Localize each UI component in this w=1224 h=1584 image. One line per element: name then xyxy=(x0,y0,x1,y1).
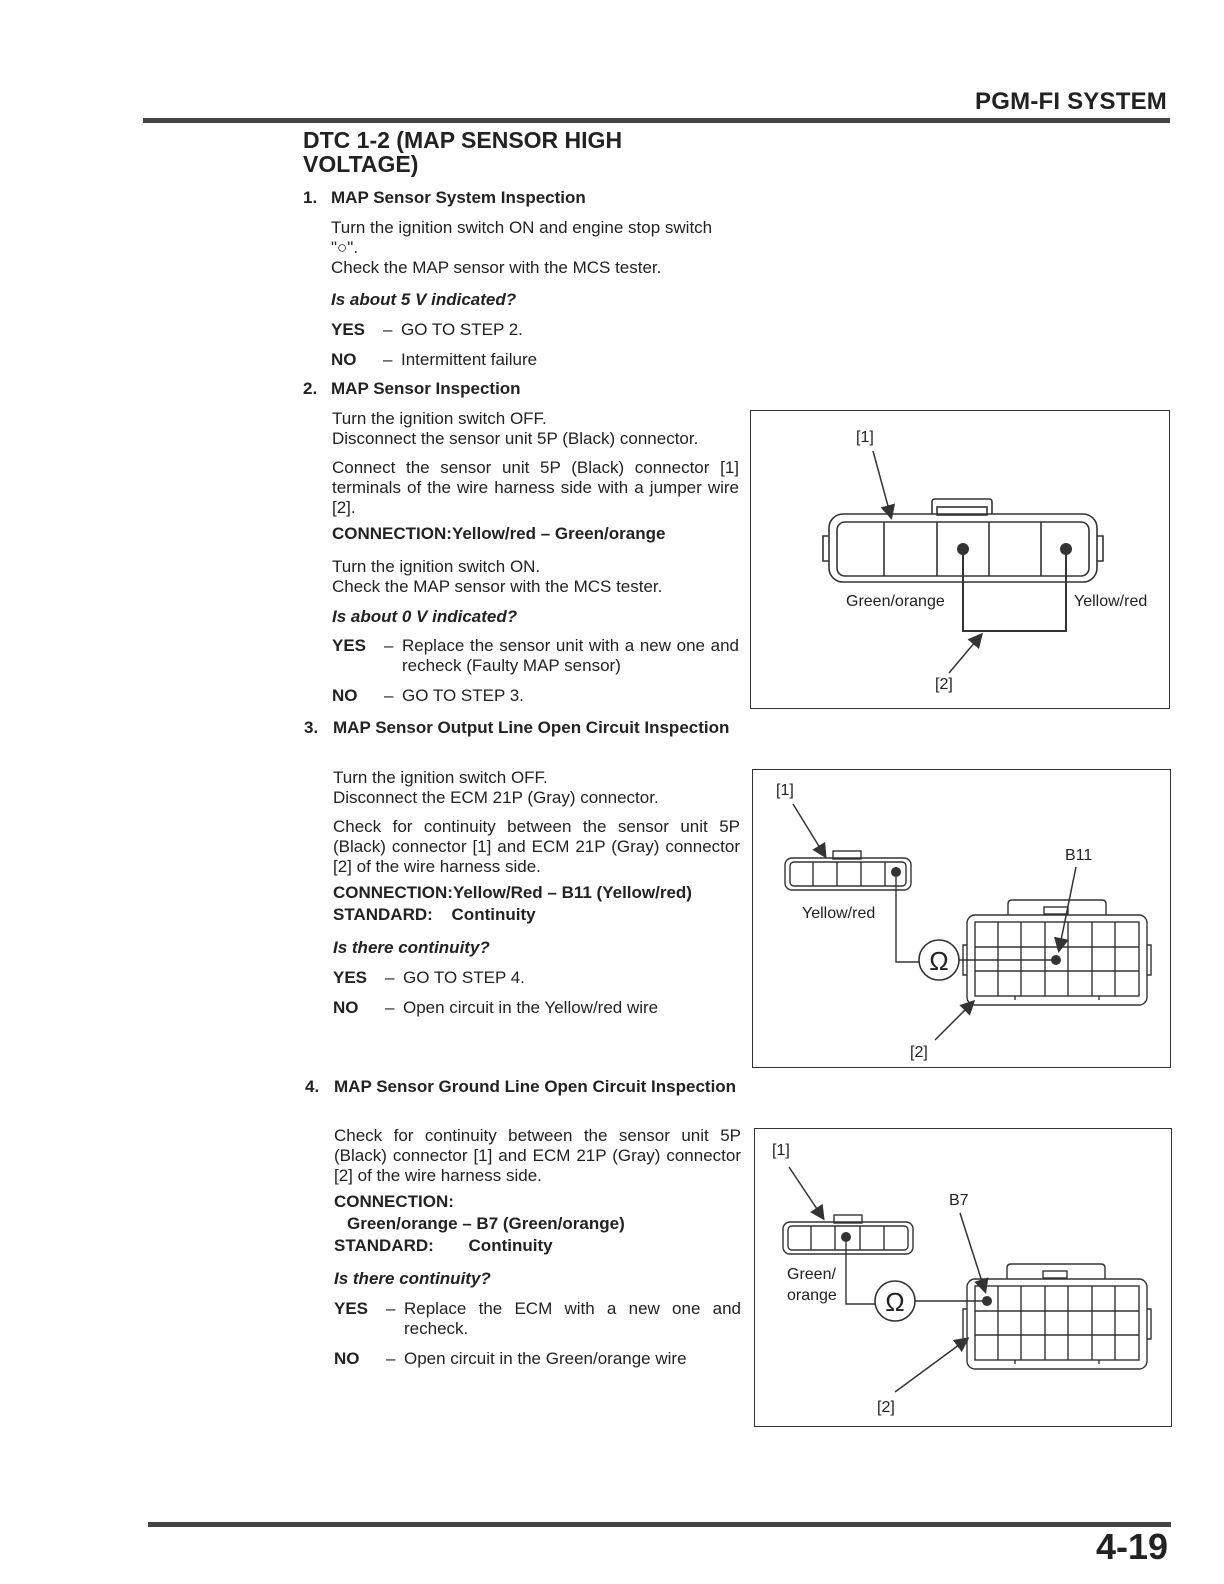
ohm-symbol: Ω xyxy=(929,946,949,976)
terminal-green-orange xyxy=(841,1232,851,1242)
jumper-wire xyxy=(963,555,1066,631)
terminal-b11 xyxy=(1051,955,1061,965)
step-4-para-1: Check for continuity between the sensor unit 5P (Black) connector [1] and ECM 21P (Gray) connector [2] of the wire harness side. xyxy=(334,1126,741,1185)
step-3-para-1b: Disconnect the ECM 21P (Gray) connector. xyxy=(333,788,659,807)
yes-label: YES xyxy=(333,968,368,987)
step-3-no: NO – Open circuit in the Yellow/red wire xyxy=(333,998,659,1017)
no-label: NO xyxy=(332,686,358,705)
figure-continuity-b7 xyxy=(754,1128,1172,1427)
callout-2: [2] xyxy=(877,1399,895,1416)
step-4-question: Is there continuity? xyxy=(334,1269,491,1288)
step-2-question: Is about 0 V indicated? xyxy=(332,607,518,626)
step-1-para-2: Check the MAP sensor with the MCS tester. xyxy=(331,258,662,277)
step-2-para-1 xyxy=(332,409,739,449)
step-4-number: 4. xyxy=(305,1077,320,1096)
yes-text: GO TO STEP 2. xyxy=(401,320,523,339)
step-2-para-2: Connect the sensor unit 5P (Black) connector [1] terminals of the wire harness side with a jumper wire [2]. xyxy=(332,458,739,517)
step-2-heading: MAP Sensor Inspection xyxy=(331,379,521,398)
step-4-heading: MAP Sensor Ground Line Open Circuit Inspection xyxy=(334,1077,737,1096)
step-2-number: 2. xyxy=(303,379,318,398)
step-1-body xyxy=(331,218,741,278)
step-1-para-1: Turn the ignition switch ON and engine stop switch "○". xyxy=(331,218,713,257)
step-2-no: NO – GO TO STEP 3. xyxy=(332,686,524,705)
standard-label: STANDARD: xyxy=(333,905,433,924)
step-1-question: Is about 5 V indicated? xyxy=(331,290,517,309)
yes-label: YES xyxy=(331,320,366,339)
footer-rule xyxy=(148,1522,1171,1527)
callout-1-arrow xyxy=(789,1167,823,1218)
no-text: Intermittent failure xyxy=(401,350,538,369)
header-rule xyxy=(143,118,1170,123)
terminal-yellow-red xyxy=(1060,543,1072,555)
step-2-para-3 xyxy=(332,557,739,597)
ohmmeter xyxy=(919,940,959,980)
no-text: GO TO STEP 3. xyxy=(402,686,524,705)
section-header: PGM-FI SYSTEM xyxy=(975,88,1167,115)
callout-1: [1] xyxy=(856,429,874,446)
yes-label: YES xyxy=(334,1299,369,1318)
pin-label-b7: B7 xyxy=(949,1192,969,1209)
no-label: NO xyxy=(333,998,359,1017)
step-2-para-1a: Turn the ignition switch OFF. xyxy=(332,409,547,428)
yes-text: Replace the sensor unit with a new one and recheck (Faulty MAP sensor) xyxy=(402,636,739,675)
figure-continuity-b11 xyxy=(752,769,1171,1068)
step-3-yes: YES – GO TO STEP 4. xyxy=(333,968,525,987)
step-1-heading: MAP Sensor System Inspection xyxy=(331,188,586,207)
no-label: NO xyxy=(334,1349,360,1368)
step-3-para-1a: Turn the ignition switch OFF. xyxy=(333,768,548,787)
step-2-yes: YES – Replace the sensor unit with a new one and recheck (Faulty MAP sensor) xyxy=(332,636,739,675)
callout-2-arrow xyxy=(949,635,981,673)
callout-1: [1] xyxy=(776,782,794,799)
no-text: Open circuit in the Yellow/red wire xyxy=(403,998,659,1017)
step-4-yes: YES – Replace the ECM with a new one and recheck. xyxy=(334,1299,741,1338)
step-3-para-1 xyxy=(333,768,740,808)
pin-label-b11: B11 xyxy=(1065,847,1093,864)
ohmmeter xyxy=(875,1281,915,1321)
ecm-21p-connector xyxy=(963,900,1151,1005)
terminal-b7 xyxy=(982,1296,992,1306)
step-3-para-2: Check for continuity between the sensor unit 5P (Black) connector [1] and ECM 21P (Gray) connector [2] of the wire harness side. xyxy=(333,817,740,876)
callout-2-arrow xyxy=(935,1002,973,1040)
standard-label: STANDARD: xyxy=(334,1236,434,1255)
standard-value: Continuity xyxy=(468,1236,553,1255)
test-lead-1 xyxy=(846,1242,875,1304)
step-3-standard xyxy=(333,905,536,925)
page-title: DTC 1-2 (MAP SENSOR HIGH VOLTAGE) xyxy=(303,127,623,177)
step-3-number: 3. xyxy=(304,718,319,737)
step-2-para-1b: Disconnect the sensor unit 5P (Black) connector. xyxy=(332,429,699,448)
wire-label-yellow-red: Yellow/red xyxy=(1074,593,1148,610)
no-label: NO xyxy=(331,350,357,369)
ohm-symbol: Ω xyxy=(885,1287,905,1317)
wire-label: Yellow/red xyxy=(802,905,876,922)
callout-1-arrow xyxy=(873,451,891,517)
step-1-yes: YES – GO TO STEP 2. xyxy=(331,320,523,339)
callout-1-arrow xyxy=(793,804,825,856)
terminal-yellow-red xyxy=(891,867,901,877)
yes-label: YES xyxy=(332,636,367,655)
yes-text: GO TO STEP 4. xyxy=(403,968,525,987)
callout-2: [2] xyxy=(910,1044,928,1061)
yes-text: Replace the ECM with a new one and recheck. xyxy=(404,1299,741,1338)
callout-2: [2] xyxy=(935,676,953,693)
step-2-para-3b: Check the MAP sensor with the MCS tester. xyxy=(332,577,663,596)
no-text: Open circuit in the Green/orange wire xyxy=(404,1349,687,1368)
ecm-21p-connector xyxy=(963,1264,1151,1369)
step-4-connection-label: CONNECTION: xyxy=(334,1192,454,1211)
callout-2-arrow xyxy=(895,1339,967,1392)
step-2-para-3a: Turn the ignition switch ON. xyxy=(332,557,541,576)
step-4-standard xyxy=(334,1236,553,1256)
step-1-no: NO – Intermittent failure xyxy=(331,350,538,369)
figure-jumper-wire xyxy=(750,410,1170,709)
terminal-green-orange xyxy=(957,543,969,555)
step-3-heading: MAP Sensor Output Line Open Circuit Inspection xyxy=(333,718,730,737)
step-3-connection: CONNECTION:Yellow/Red – B11 (Yellow/red) xyxy=(333,883,692,902)
callout-1: [1] xyxy=(772,1142,790,1159)
page-number: 4-19 xyxy=(1095,1526,1168,1567)
standard-value: Continuity xyxy=(451,905,536,924)
step-4-no: NO – Open circuit in the Green/orange wire xyxy=(334,1349,687,1368)
step-3-question: Is there continuity? xyxy=(333,938,490,957)
wire-label-line-1: Green/ xyxy=(787,1266,836,1283)
step-4-connection-value: Green/orange – B7 (Green/orange) xyxy=(347,1214,625,1233)
step-1-number: 1. xyxy=(303,188,318,207)
wire-label-line-2: orange xyxy=(787,1287,837,1304)
wire-label-green-orange: Green/orange xyxy=(846,593,945,610)
step-2-connection: CONNECTION:Yellow/red – Green/orange xyxy=(332,524,666,543)
